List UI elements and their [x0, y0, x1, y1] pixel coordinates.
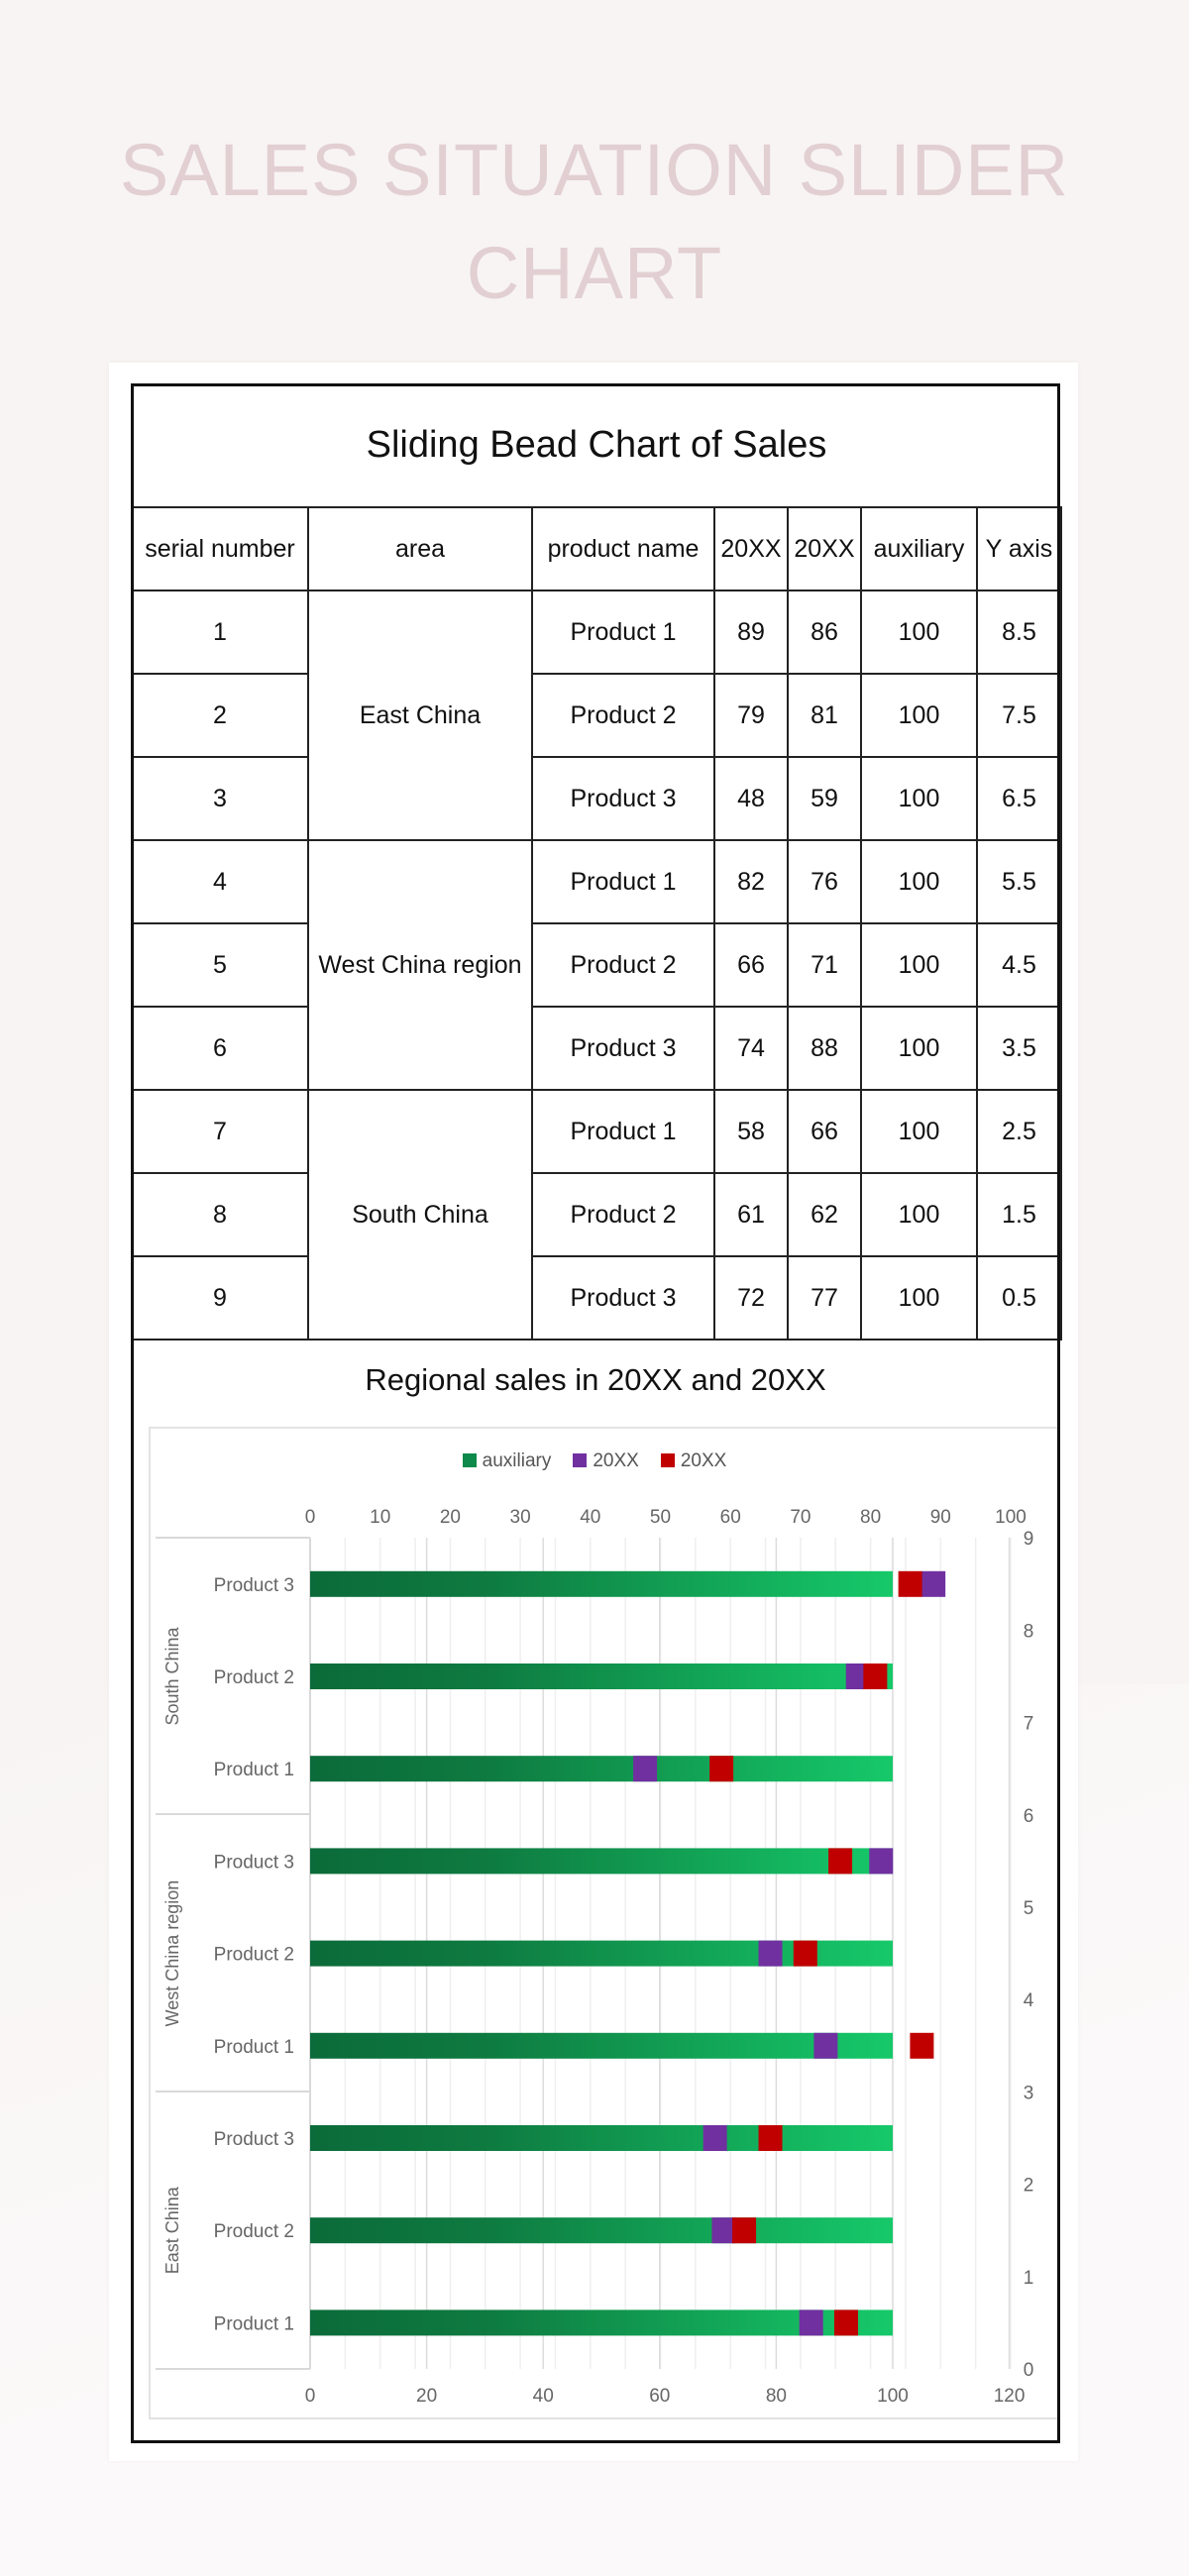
serial-cell: 2	[132, 674, 308, 757]
bead-20xx-purple	[759, 1941, 783, 1967]
year-a-cell: 74	[714, 1007, 788, 1090]
bead-20xx-purple	[869, 1848, 893, 1874]
y-axis-cell: 6.5	[977, 757, 1061, 840]
x-top-tick-label: 100	[995, 1507, 1027, 1528]
bead-20xx-purple	[921, 1571, 945, 1597]
product-cell: Product 1	[532, 1090, 714, 1173]
x-bottom-tick-label: 40	[532, 2386, 554, 2407]
serial-cell: 9	[132, 1256, 308, 1340]
bead-20xx-red	[863, 1664, 887, 1689]
product-label: Product 1	[213, 2036, 294, 2058]
x-bottom-tick-label: 120	[993, 2386, 1026, 2407]
x-top-tick-label: 80	[860, 1507, 882, 1528]
table-title: Sliding Bead Chart of Sales	[132, 383, 1061, 507]
y-right-tick-label: 2	[1023, 2175, 1034, 2197]
x-bottom-tick-label: 0	[304, 2386, 316, 2407]
auxiliary-cell: 100	[861, 1007, 977, 1090]
serial-cell: 7	[132, 1090, 308, 1173]
product-cell: Product 2	[532, 674, 714, 757]
y-right-tick-label: 7	[1023, 1713, 1034, 1735]
y-right-tick-label: 5	[1023, 1898, 1034, 1919]
auxiliary-bar	[310, 1756, 893, 1781]
header-y-axis: Y axis	[977, 507, 1061, 590]
year-a-cell: 66	[714, 923, 788, 1007]
bead-20xx-red	[828, 1848, 852, 1874]
auxiliary-cell: 100	[861, 590, 977, 674]
y-axis-cell: 3.5	[977, 1007, 1061, 1090]
bead-20xx-red	[910, 2033, 933, 2059]
y-axis-cell: 2.5	[977, 1090, 1061, 1173]
area-cell: West China region	[308, 840, 532, 1090]
year-a-cell: 61	[714, 1173, 788, 1256]
year-b-cell: 62	[788, 1173, 861, 1256]
y-axis-cell: 4.5	[977, 923, 1061, 1007]
bead-20xx-purple	[800, 2309, 823, 2335]
legend-label: 20XX	[680, 1450, 727, 1471]
year-a-cell: 89	[714, 590, 788, 674]
bead-20xx-red	[759, 2125, 783, 2151]
auxiliary-bar	[310, 1664, 893, 1689]
year-b-cell: 71	[788, 923, 861, 1007]
auxiliary-bar	[310, 1571, 893, 1597]
serial-cell: 4	[132, 840, 308, 923]
x-top-tick-label: 70	[790, 1507, 811, 1528]
product-cell: Product 2	[532, 923, 714, 1007]
x-top-tick-label: 60	[719, 1507, 741, 1528]
bead-20xx-red	[709, 1756, 733, 1781]
auxiliary-cell: 100	[861, 1256, 977, 1340]
year-a-cell: 58	[714, 1090, 788, 1173]
bead-20xx-purple	[703, 2125, 727, 2151]
legend-label: 20XX	[593, 1450, 639, 1471]
bead-20xx-red	[794, 1941, 817, 1967]
auxiliary-cell: 100	[861, 757, 977, 840]
y-right-tick-label: 4	[1023, 1990, 1034, 2012]
product-label: Product 2	[213, 1944, 294, 1966]
serial-cell: 6	[132, 1007, 308, 1090]
bead-20xx-purple	[813, 2033, 837, 2059]
product-cell: Product 3	[532, 1256, 714, 1340]
product-cell: Product 3	[532, 757, 714, 840]
header-year-a: 20XX	[714, 507, 788, 590]
product-cell: Product 3	[532, 1007, 714, 1090]
year-a-cell: 48	[714, 757, 788, 840]
page-title: SALES SITUATION SLIDER CHART	[119, 129, 1070, 314]
header-product: product name	[532, 507, 714, 590]
chart-title: Regional sales in 20XX and 20XX	[365, 1362, 826, 1397]
year-a-cell: 79	[714, 674, 788, 757]
bead-20xx-purple	[711, 2217, 735, 2243]
bead-20xx-red	[834, 2309, 858, 2335]
x-top-tick-label: 20	[439, 1507, 461, 1528]
product-label: Product 2	[213, 1667, 294, 1688]
year-b-cell: 88	[788, 1007, 861, 1090]
x-bottom-tick-label: 60	[649, 2386, 671, 2407]
year-b-cell: 86	[788, 590, 861, 674]
x-top-tick-label: 10	[370, 1507, 391, 1528]
year-a-cell: 82	[714, 840, 788, 923]
serial-cell: 5	[132, 923, 308, 1007]
header-auxiliary: auxiliary	[861, 507, 977, 590]
header-area: area	[308, 507, 532, 590]
auxiliary-cell: 100	[861, 1173, 977, 1256]
y-axis-cell: 8.5	[977, 590, 1061, 674]
bead-20xx-red	[899, 1571, 922, 1597]
product-label: Product 2	[213, 2221, 294, 2243]
y-right-tick-label: 6	[1023, 1805, 1034, 1827]
y-right-tick-label: 9	[1023, 1529, 1034, 1551]
auxiliary-bar	[310, 2033, 893, 2059]
product-label: Product 3	[213, 1574, 294, 1596]
product-cell: Product 1	[532, 840, 714, 923]
x-top-tick-label: 90	[929, 1507, 951, 1528]
y-right-tick-label: 3	[1023, 2083, 1034, 2104]
product-label: Product 1	[213, 2313, 294, 2335]
x-top-tick-label: 30	[509, 1507, 531, 1528]
product-cell: Product 1	[532, 590, 714, 674]
year-b-cell: 77	[788, 1256, 861, 1340]
serial-cell: 3	[132, 757, 308, 840]
auxiliary-bar	[310, 2125, 893, 2151]
region-label: East China	[162, 2187, 182, 2275]
area-cell: South China	[308, 1090, 532, 1340]
y-axis-cell: 0.5	[977, 1256, 1061, 1340]
y-axis-cell: 5.5	[977, 840, 1061, 923]
product-label: Product 1	[213, 1760, 294, 1781]
x-top-tick-label: 0	[304, 1507, 316, 1528]
product-label: Product 3	[213, 2129, 294, 2150]
auxiliary-cell: 100	[861, 840, 977, 923]
region-label: West China region	[162, 1879, 182, 2027]
auxiliary-cell: 100	[861, 674, 977, 757]
auxiliary-cell: 100	[861, 1090, 977, 1173]
bead-20xx-red	[732, 2217, 756, 2243]
area-cell: East China	[308, 590, 532, 840]
product-label: Product 3	[213, 1852, 294, 1874]
auxiliary-cell: 100	[861, 923, 977, 1007]
auxiliary-bar	[310, 2217, 893, 2243]
legend-label: auxiliary	[482, 1450, 552, 1471]
year-a-cell: 72	[714, 1256, 788, 1340]
y-right-tick-label: 0	[1023, 2360, 1034, 2381]
y-axis-cell: 7.5	[977, 674, 1061, 757]
year-b-cell: 76	[788, 840, 861, 923]
x-bottom-tick-label: 20	[416, 2386, 438, 2407]
product-cell: Product 2	[532, 1173, 714, 1256]
x-top-tick-label: 50	[649, 1507, 672, 1528]
y-right-tick-label: 8	[1023, 1621, 1034, 1643]
serial-cell: 1	[132, 590, 308, 674]
year-b-cell: 59	[788, 757, 861, 840]
bead-20xx-purple	[633, 1756, 657, 1781]
year-b-cell: 66	[788, 1090, 861, 1173]
x-top-tick-label: 40	[580, 1507, 601, 1528]
year-b-cell: 81	[788, 674, 861, 757]
region-label: South China	[162, 1627, 182, 1726]
auxiliary-bar	[310, 1848, 893, 1874]
y-right-tick-label: 1	[1023, 2267, 1034, 2289]
x-bottom-tick-label: 80	[765, 2386, 787, 2407]
header-serial: serial number	[132, 507, 308, 590]
y-axis-cell: 1.5	[977, 1173, 1061, 1256]
header-year-b: 20XX	[788, 507, 861, 590]
serial-cell: 8	[132, 1173, 308, 1256]
x-bottom-tick-label: 100	[877, 2386, 909, 2407]
